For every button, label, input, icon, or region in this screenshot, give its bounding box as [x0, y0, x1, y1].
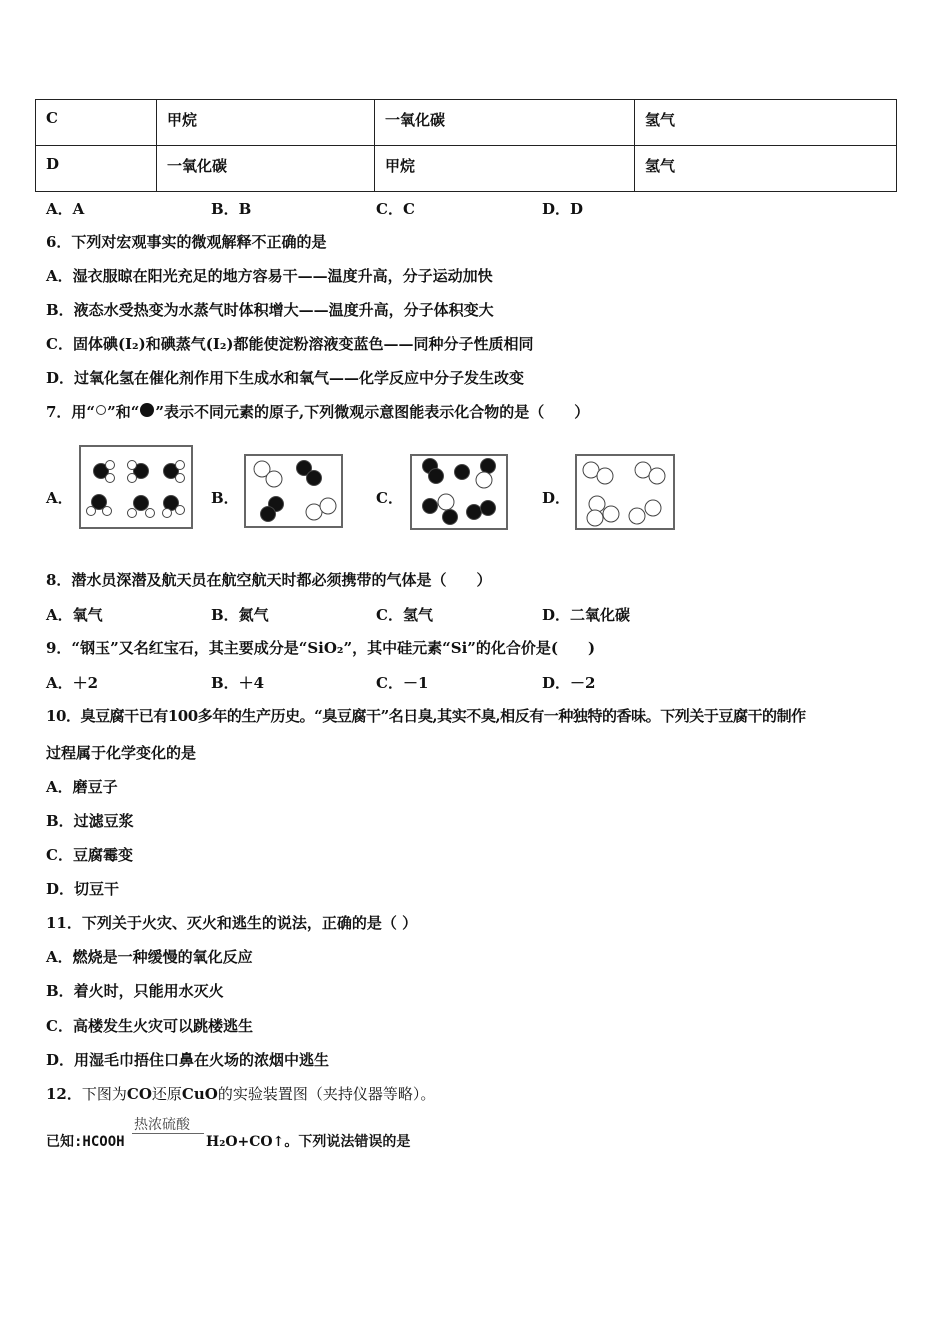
q8-stem: 8．潜水员深潜及航天员在航空航天时都必须携带的气体是（ ）: [46, 571, 492, 589]
q9-stem: 9．“钢玉”又名红宝石，其主要成分是“SiO₂”，其中硅元素“Si”的化合价是( ): [46, 639, 596, 657]
q5-option-d[interactable]: D．D: [542, 200, 584, 218]
q7-option-d-label[interactable]: D．: [542, 489, 571, 507]
black-atom-icon: [139, 402, 155, 418]
q9-option-a[interactable]: A．＋2: [46, 674, 99, 692]
q10-stem-line2: 过程属于化学变化的是: [46, 744, 197, 762]
q10-option-b[interactable]: B．过滤豆浆: [46, 812, 134, 830]
q11-stem: 11．下列关于火灾、灭火和逃生的说法，正确的是（ ）: [46, 914, 418, 932]
q6-stem: 6．下列对宏观事实的微观解释不正确的是: [46, 233, 327, 251]
equation-condition: 热浓硫酸: [134, 1117, 190, 1133]
table-cell: C: [36, 100, 157, 146]
table-row: [36, 100, 897, 146]
q7-stem-mid: ”和“: [107, 403, 140, 421]
table-cell: 一氧化碳: [157, 146, 375, 192]
q6-option-b[interactable]: B．液态水受热变为水蒸气时体积增大——温度升高，分子体积变大: [46, 301, 494, 319]
q12-stem-c: 的实验装置图（夹持仪器等略）。: [217, 1085, 436, 1103]
q5-option-c[interactable]: C．C: [376, 200, 415, 218]
q6-option-c[interactable]: C．固体碘(I₂)和碘蒸气(I₂)都能使淀粉溶液变蓝色——同种分子性质相同: [46, 335, 534, 353]
q8-option-a[interactable]: A．氧气: [46, 606, 103, 624]
q6-option-d[interactable]: D．过氧化氢在催化剂作用下生成水和氧气——化学反应中分子发生改变: [46, 369, 525, 387]
equation-arrow-line: [132, 1133, 204, 1134]
q10-option-c[interactable]: C．豆腐霉变: [46, 846, 133, 864]
q10-option-a[interactable]: A．磨豆子: [46, 778, 118, 796]
q6-option-a[interactable]: A．湿衣服晾在阳光充足的地方容易干——温度升高，分子运动加快: [46, 267, 493, 285]
table-cell: D: [36, 146, 157, 192]
table-cell: 一氧化碳: [375, 100, 635, 146]
q7-option-d-diagram[interactable]: [575, 454, 675, 530]
equation-reactant: 已知:HCOOH: [46, 1134, 125, 1150]
q12-stem-b: 还原: [151, 1085, 182, 1103]
table-cell: 甲烷: [157, 100, 375, 146]
q7-stem: [46, 402, 589, 422]
q12-number: 12．: [46, 1085, 82, 1103]
q12-stem: [46, 1084, 435, 1104]
q5-option-a[interactable]: A．A: [46, 200, 85, 218]
q8-option-c[interactable]: C．氢气: [376, 606, 433, 624]
q8-option-d[interactable]: D．二氧化碳: [542, 606, 631, 624]
q11-option-c[interactable]: C．高楼发生火灾可以跳楼逃生: [46, 1017, 253, 1035]
q7-stem-post: ”表示不同元素的原子,下列微观示意图能表示化合物的是（ ）: [155, 403, 590, 421]
q9-option-b[interactable]: B．＋4: [211, 674, 265, 692]
q7-option-c-diagram[interactable]: [410, 454, 508, 530]
q12-cuo: CuO: [181, 1085, 218, 1103]
q9-option-c[interactable]: C．－1: [376, 674, 429, 692]
q8-option-b[interactable]: B．氮气: [211, 606, 269, 624]
q11-option-d[interactable]: D．用湿毛巾捂住口鼻在火场的浓烟中逃生: [46, 1051, 330, 1069]
q7-stem-pre: 7．用“: [46, 403, 96, 421]
q7-option-c-label[interactable]: C．: [376, 489, 403, 507]
q7-option-a-label[interactable]: A．: [46, 489, 73, 507]
equation-products: H₂O+CO↑。下列说法错误的是: [206, 1134, 411, 1150]
q12-stem-a: 下图为: [81, 1085, 127, 1103]
q7-option-b-label[interactable]: B．: [211, 489, 239, 507]
white-atom-icon: [95, 404, 107, 416]
q5-option-b[interactable]: B．B: [211, 200, 252, 218]
q10-stem-line1: 10．臭豆腐干已有100多年的生产历史。“臭豆腐干”名日臭,其实不臭,相反有一种独特的香味。下列关于豆腐干的制作: [46, 707, 806, 725]
q7-option-a-diagram[interactable]: [79, 445, 193, 529]
q11-option-b[interactable]: B．着火时，只能用水灭火: [46, 982, 224, 1000]
answer-table: [35, 99, 897, 192]
q11-option-a[interactable]: A．燃烧是一种缓慢的氧化反应: [46, 948, 253, 966]
q7-option-b-diagram[interactable]: [244, 454, 343, 528]
q12-co: CO: [126, 1085, 152, 1103]
q9-option-d[interactable]: D．－2: [542, 674, 596, 692]
q10-option-d[interactable]: D．切豆干: [46, 880, 120, 898]
table-row: [36, 146, 897, 192]
table-cell: 氢气: [635, 146, 897, 192]
table-cell: 甲烷: [375, 146, 635, 192]
table-cell: 氢气: [635, 100, 897, 146]
